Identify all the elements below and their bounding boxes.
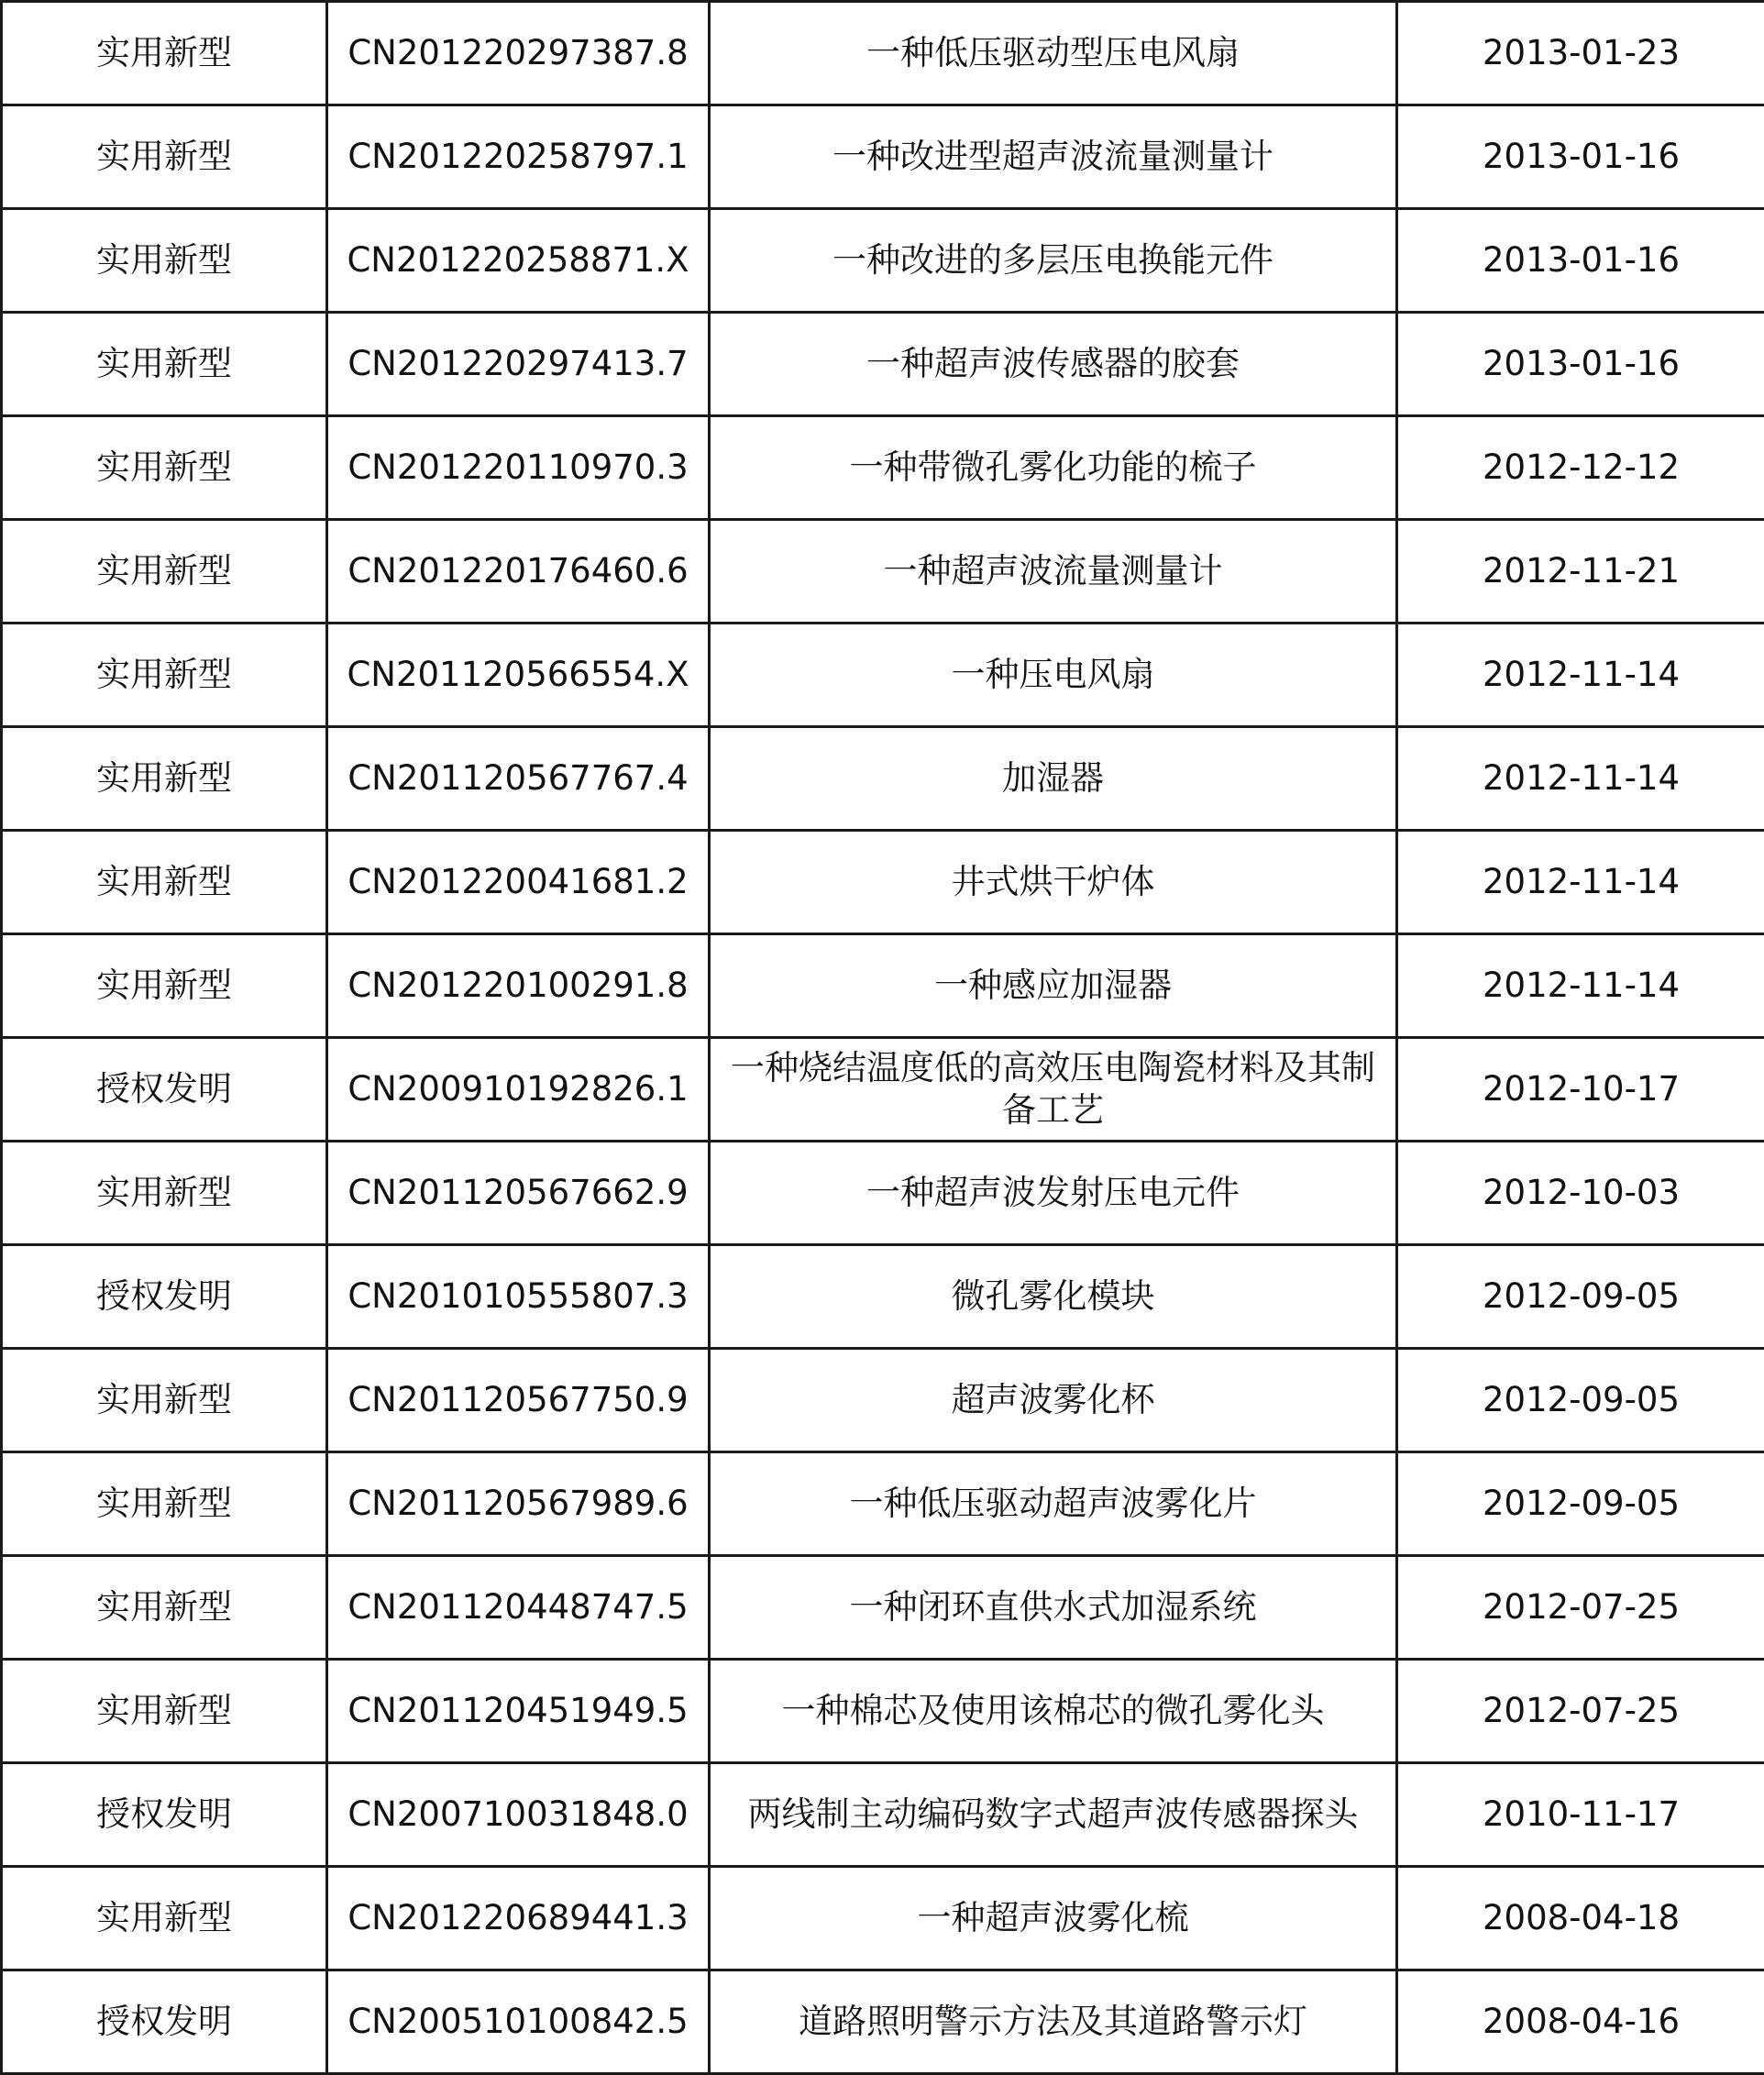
patent-number-cell: CN201120567989.6 [327,1452,710,1556]
patent-date-cell: 2013-01-23 [1397,2,1764,105]
patent-type-cell: 授权发明 [2,1038,327,1142]
patent-date-cell: 2008-04-18 [1397,1867,1764,1970]
patent-date-cell: 2012-07-25 [1397,1556,1764,1660]
patent-number-cell: CN201220297413.7 [327,313,710,416]
patent-title-cell: 井式烘干炉体 [710,831,1397,934]
patent-date-cell: 2012-11-14 [1397,624,1764,727]
table-row [2,2,1764,105]
patent-date-cell: 2012-07-25 [1397,1660,1764,1763]
patent-type-cell: 实用新型 [2,2,327,105]
patent-number-cell: CN201220297387.8 [327,2,710,105]
patent-date-cell: 2012-11-14 [1397,727,1764,831]
patent-date-cell: 2012-11-14 [1397,934,1764,1038]
patent-title-cell: 一种超声波流量测量计 [710,520,1397,624]
table-row [2,1556,1764,1660]
table-row [2,520,1764,624]
patent-type-cell: 实用新型 [2,624,327,727]
patent-title-cell: 两线制主动编码数字式超声波传感器探头 [710,1763,1397,1867]
patent-date-cell: 2012-11-21 [1397,520,1764,624]
patent-type-cell: 实用新型 [2,1142,327,1245]
table-row [2,416,1764,520]
table-row [2,1867,1764,1970]
table-row [2,105,1764,209]
patent-number-cell: CN201120567767.4 [327,727,710,831]
patent-type-cell: 实用新型 [2,1660,327,1763]
patent-number-cell: CN201220258797.1 [327,105,710,209]
patent-date-cell: 2012-12-12 [1397,416,1764,520]
patent-number-cell: CN201220041681.2 [327,831,710,934]
table-row [2,934,1764,1038]
table-row [2,209,1764,313]
patent-title-cell: 一种带微孔雾化功能的梳子 [710,416,1397,520]
table-row [2,1142,1764,1245]
patent-type-cell: 实用新型 [2,1452,327,1556]
patent-title-cell: 一种感应加湿器 [710,934,1397,1038]
table-row [2,1763,1764,1867]
table-row [2,1660,1764,1763]
patent-number-cell: CN201220110970.3 [327,416,710,520]
patent-date-cell: 2012-10-17 [1397,1038,1764,1142]
patent-number-cell: CN201010555807.3 [327,1245,710,1349]
patent-title-cell: 加湿器 [710,727,1397,831]
patent-title-cell: 一种闭环直供水式加湿系统 [710,1556,1397,1660]
patent-title-cell: 超声波雾化杯 [710,1349,1397,1452]
patent-date-cell: 2012-09-05 [1397,1452,1764,1556]
patent-date-cell: 2013-01-16 [1397,313,1764,416]
table-row [2,313,1764,416]
patent-date-cell: 2012-10-03 [1397,1142,1764,1245]
patent-title-cell: 一种改进型超声波流量测量计 [710,105,1397,209]
table-row [2,727,1764,831]
patent-type-cell: 实用新型 [2,416,327,520]
patent-type-cell: 实用新型 [2,520,327,624]
patent-number-cell: CN201220100291.8 [327,934,710,1038]
patent-number-cell: CN201120448747.5 [327,1556,710,1660]
table-row [2,831,1764,934]
patent-type-cell: 实用新型 [2,209,327,313]
patent-date-cell: 2012-11-14 [1397,831,1764,934]
patent-number-cell: CN201220176460.6 [327,520,710,624]
patent-number-cell: CN200910192826.1 [327,1038,710,1142]
table-row [2,1349,1764,1452]
patent-number-cell: CN201220258871.X [327,209,710,313]
patent-number-cell: CN200710031848.0 [327,1763,710,1867]
patent-number-cell: CN201120451949.5 [327,1660,710,1763]
patent-title-cell: 一种超声波雾化梳 [710,1867,1397,1970]
patent-date-cell: 2012-09-05 [1397,1349,1764,1452]
patent-type-cell: 实用新型 [2,313,327,416]
patent-date-cell: 2010-11-17 [1397,1763,1764,1867]
patent-type-cell: 实用新型 [2,727,327,831]
patent-type-cell: 实用新型 [2,1867,327,1970]
table-row [2,1245,1764,1349]
patent-type-cell: 实用新型 [2,1556,327,1660]
patent-type-cell: 实用新型 [2,105,327,209]
patent-type-cell: 授权发明 [2,1245,327,1349]
patent-type-cell: 实用新型 [2,831,327,934]
patent-type-cell: 授权发明 [2,1970,327,2074]
patent-type-cell: 实用新型 [2,1349,327,1452]
table-row [2,1970,1764,2074]
patent-number-cell: CN201120566554.X [327,624,710,727]
patent-date-cell: 2013-01-16 [1397,209,1764,313]
patent-title-cell: 一种低压驱动超声波雾化片 [710,1452,1397,1556]
patent-title-cell: 一种烧结温度低的高效压电陶瓷材料及其制备工艺 [710,1038,1397,1142]
table-row [2,1452,1764,1556]
patent-title-cell: 微孔雾化模块 [710,1245,1397,1349]
patent-type-cell: 授权发明 [2,1763,327,1867]
patent-title-cell: 一种低压驱动型压电风扇 [710,2,1397,105]
patent-title-cell: 道路照明警示方法及其道路警示灯 [710,1970,1397,2074]
table-row [2,624,1764,727]
patent-title-cell: 一种压电风扇 [710,624,1397,727]
patent-title-cell: 一种棉芯及使用该棉芯的微孔雾化头 [710,1660,1397,1763]
patent-rows [2,2,1764,2074]
patent-number-cell: CN201120567662.9 [327,1142,710,1245]
table-row [2,1038,1764,1142]
patent-date-cell: 2008-04-16 [1397,1970,1764,2074]
patent-type-cell: 实用新型 [2,934,327,1038]
patent-number-cell: CN201120567750.9 [327,1349,710,1452]
patent-title-cell: 一种超声波传感器的胶套 [710,313,1397,416]
patent-number-cell: CN201220689441.3 [327,1867,710,1970]
patent-title-cell: 一种改进的多层压电换能元件 [710,209,1397,313]
patent-number-cell: CN200510100842.5 [327,1970,710,2074]
patent-date-cell: 2013-01-16 [1397,105,1764,209]
patent-date-cell: 2012-09-05 [1397,1245,1764,1349]
patent-title-cell: 一种超声波发射压电元件 [710,1142,1397,1245]
